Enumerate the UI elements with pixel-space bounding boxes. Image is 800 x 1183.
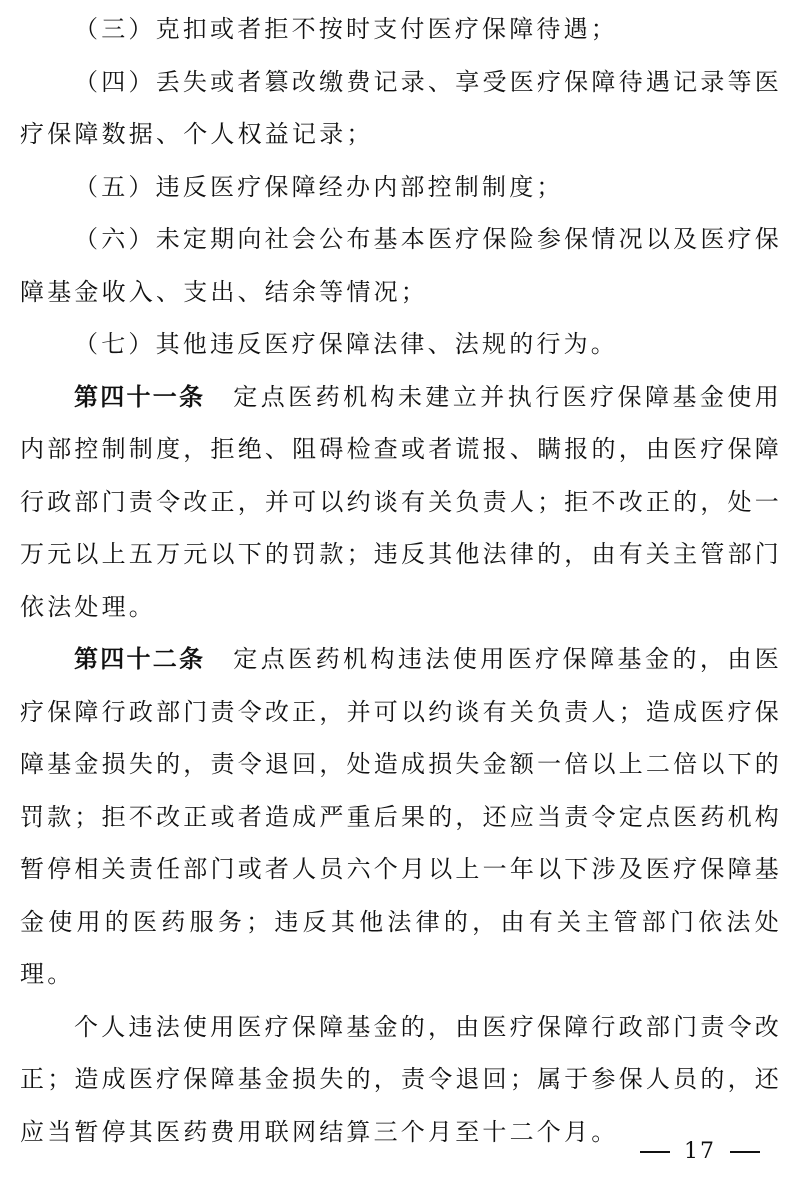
page-number-dash-right [730, 1151, 760, 1153]
list-item-4: （四）丢失或者篡改缴费记录、享受医疗保障待遇记录等医疗保障数据、个人权益记录； [20, 67, 782, 148]
article-41 [20, 371, 782, 634]
article-42-body: 定点医药机构违法使用医疗保障基金的，由医疗保障行政部门责令改正，并可以约谈有关负责人；造成医疗保障基金损失的，责令退回，处造成损失金额一倍以上二倍以下的罚款；拒不改正或者造成严重后果的，还应当责令定点医药机构暂停相关责任部门或者人员六个月以上一年以下涉及医疗保障基金使用的医药服务；违反其他法律的，由有关主管部门依法处理。 [20, 645, 782, 988]
document-page [20, 0, 782, 1158]
article-42-paragraph-2: 个人违法使用医疗保障基金的，由医疗保障行政部门责令改正；造成医疗保障基金损失的，责令退回；属于参保人员的，还应当暂停其医药费用联网结算三个月至十二个月。 [20, 1012, 782, 1146]
article-41-body: 定点医药机构未建立并执行医疗保障基金使用内部控制制度，拒绝、阻碍检查或者谎报、瞒报的，由医疗保障行政部门责令改正，并可以约谈有关负责人；拒不改正的，处一万元以上五万元以下的罚款；违反其他法律的，由有关主管部门依法处理。 [20, 382, 782, 621]
list-item-7: （七）其他违反医疗保障法律、法规的行为。 [74, 330, 618, 358]
list-item-6: （六）未定期向社会公布基本医疗保险参保情况以及医疗保障基金收入、支出、结余等情况； [20, 225, 782, 306]
list-item-5: （五）违反医疗保障经办内部控制制度； [74, 172, 564, 201]
article-42-title: 第四十二条 [74, 645, 206, 673]
list-item-3: （三）克扣或者拒不按时支付医疗保障待遇； [74, 15, 618, 43]
page-number [626, 1137, 774, 1167]
page-number-dash-left [640, 1151, 670, 1153]
article-42 [20, 633, 782, 1001]
article-41-title: 第四十一条 [74, 382, 206, 411]
page-number-value: 17 [684, 1139, 716, 1164]
